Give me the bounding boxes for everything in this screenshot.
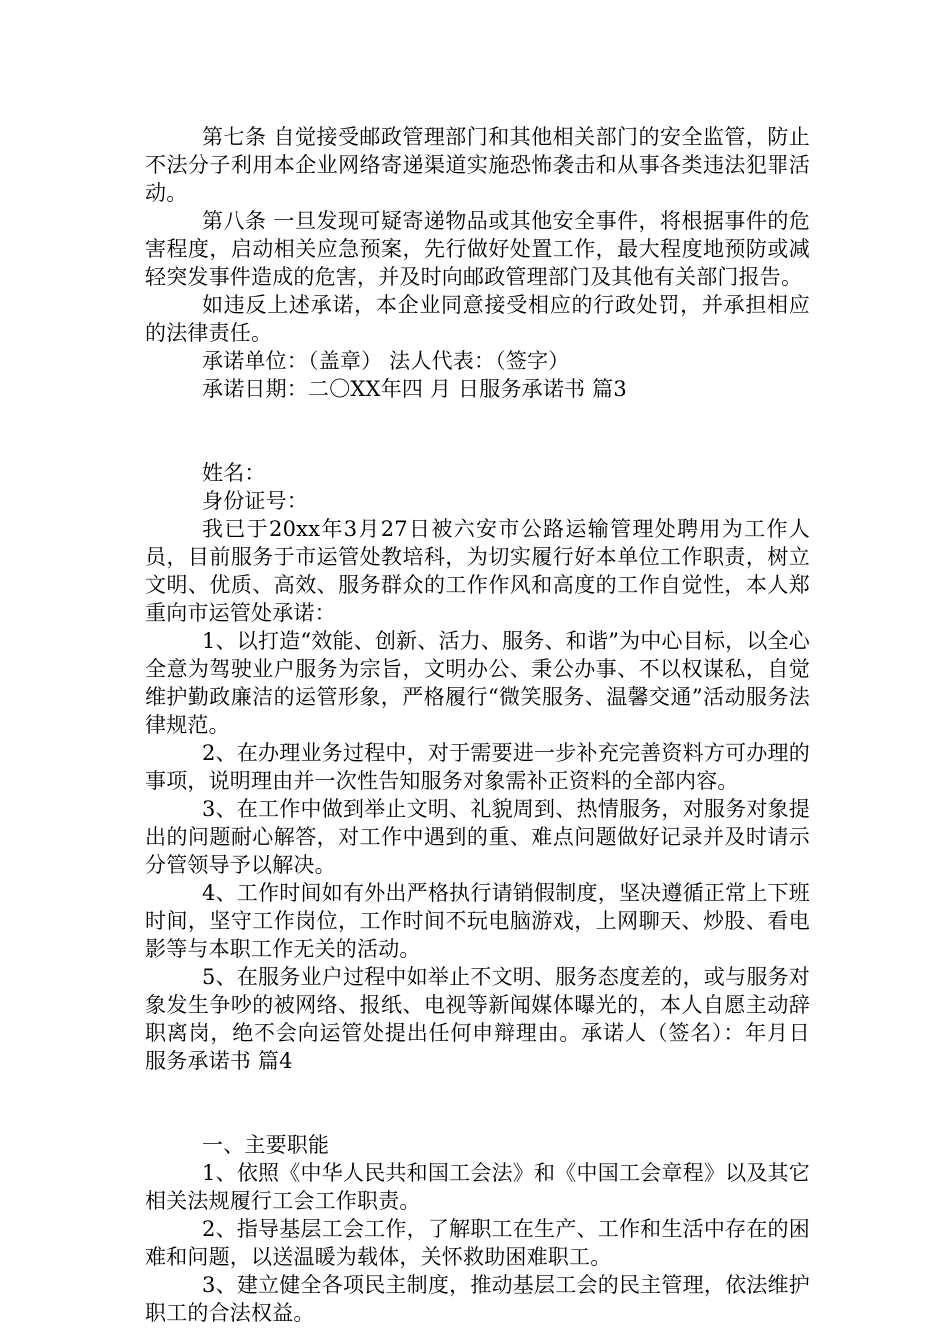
section-2	[145, 459, 810, 1075]
paragraph-name: 姓名：	[202, 461, 266, 485]
paragraph-commitment-unit: 承诺单位：（盖章） 法人代表：（签字）	[202, 349, 570, 373]
paragraph-function-1: 1、依照《中华人民共和国工会法》和《中国工会章程》以及其它相关法规履行工会工作职责。	[145, 1161, 810, 1213]
paragraph-item-1: 1、以打造“效能、创新、活力、服务、和谐”为中心目标，以全心全意为驾驶业户服务为宗旨，文明办公、秉公办事、不以权谋私，自觉维护勤政廉洁的运管形象，严格履行“微笑服务、温馨交通”活动服务法律规范。	[145, 629, 810, 737]
paragraph-function-3: 3、建立健全各项民主制度，推动基层工会的民主管理，依法维护职工的合法权益。	[145, 1273, 810, 1325]
paragraph-function-2: 2、指导基层工会工作，了解职工在生产、工作和生活中存在的困难和问题，以送温暖为载体，关怀救助困难职工。	[145, 1217, 810, 1269]
paragraph-item-5: 5、在服务业户过程中如举止不文明、服务态度差的，或与服务对象发生争吵的被网络、报纸、电视等新闻媒体曝光的，本人自愿主动辞职离岗，绝不会向运管处提出任何申辩理由。承诺人（签名）：年月日服务承诺书 篇4	[145, 965, 810, 1073]
section-gap	[145, 403, 810, 459]
paragraph-id-number: 身份证号：	[202, 489, 308, 513]
paragraph-article-7: 第七条 自觉接受邮政管理部门和其他相关部门的安全监管，防止不法分子利用本企业网络寄递渠道实施恐怖袭击和从事各类违法犯罪活动。	[145, 125, 810, 205]
paragraph-item-4: 4、工作时间如有外出严格执行请销假制度，坚决遵循正常上下班时间，坚守工作岗位，工作时间不玩电脑游戏，上网聊天、炒股、看电影等与本职工作无关的活动。	[145, 881, 810, 961]
paragraph-article-8: 第八条 一旦发现可疑寄递物品或其他安全事件，将根据事件的危害程度，启动相关应急预案，先行做好处置工作，最大程度地预防或减轻突发事件造成的危害，并及时向邮政管理部门及其他有关部门报告。	[145, 209, 810, 289]
paragraph-violation-clause: 如违反上述承诺，本企业同意接受相应的行政处罚，并承担相应的法律责任。	[145, 293, 810, 345]
section-1	[145, 123, 810, 403]
paragraph-commitment-date: 承诺日期：二〇XX年四 月 日服务承诺书 篇3	[202, 377, 627, 401]
paragraph-intro: 我已于20xx年3月27日被六安市公路运输管理处聘用为工作人员，目前服务于市运管处教培科，为切实履行好本单位工作职责，树立文明、优质、高效、服务群众的工作作风和高度的工作自觉性，本人郑重向市运管处承诺：	[145, 517, 810, 625]
paragraph-item-3: 3、在工作中做到举止文明、礼貌周到、热情服务，对服务对象提出的问题耐心解答，对工作中遇到的重、难点问题做好记录并及时请示分管领导予以解决。	[145, 797, 810, 877]
section-3	[145, 1131, 810, 1327]
paragraph-heading-main-functions: 一、主要职能	[202, 1133, 330, 1157]
section-gap	[145, 1075, 810, 1131]
document-page	[145, 123, 810, 1327]
paragraph-item-2: 2、在办理业务过程中，对于需要进一步补充完善资料方可办理的事项，说明理由并一次性告知服务对象需补正资料的全部内容。	[145, 741, 810, 793]
